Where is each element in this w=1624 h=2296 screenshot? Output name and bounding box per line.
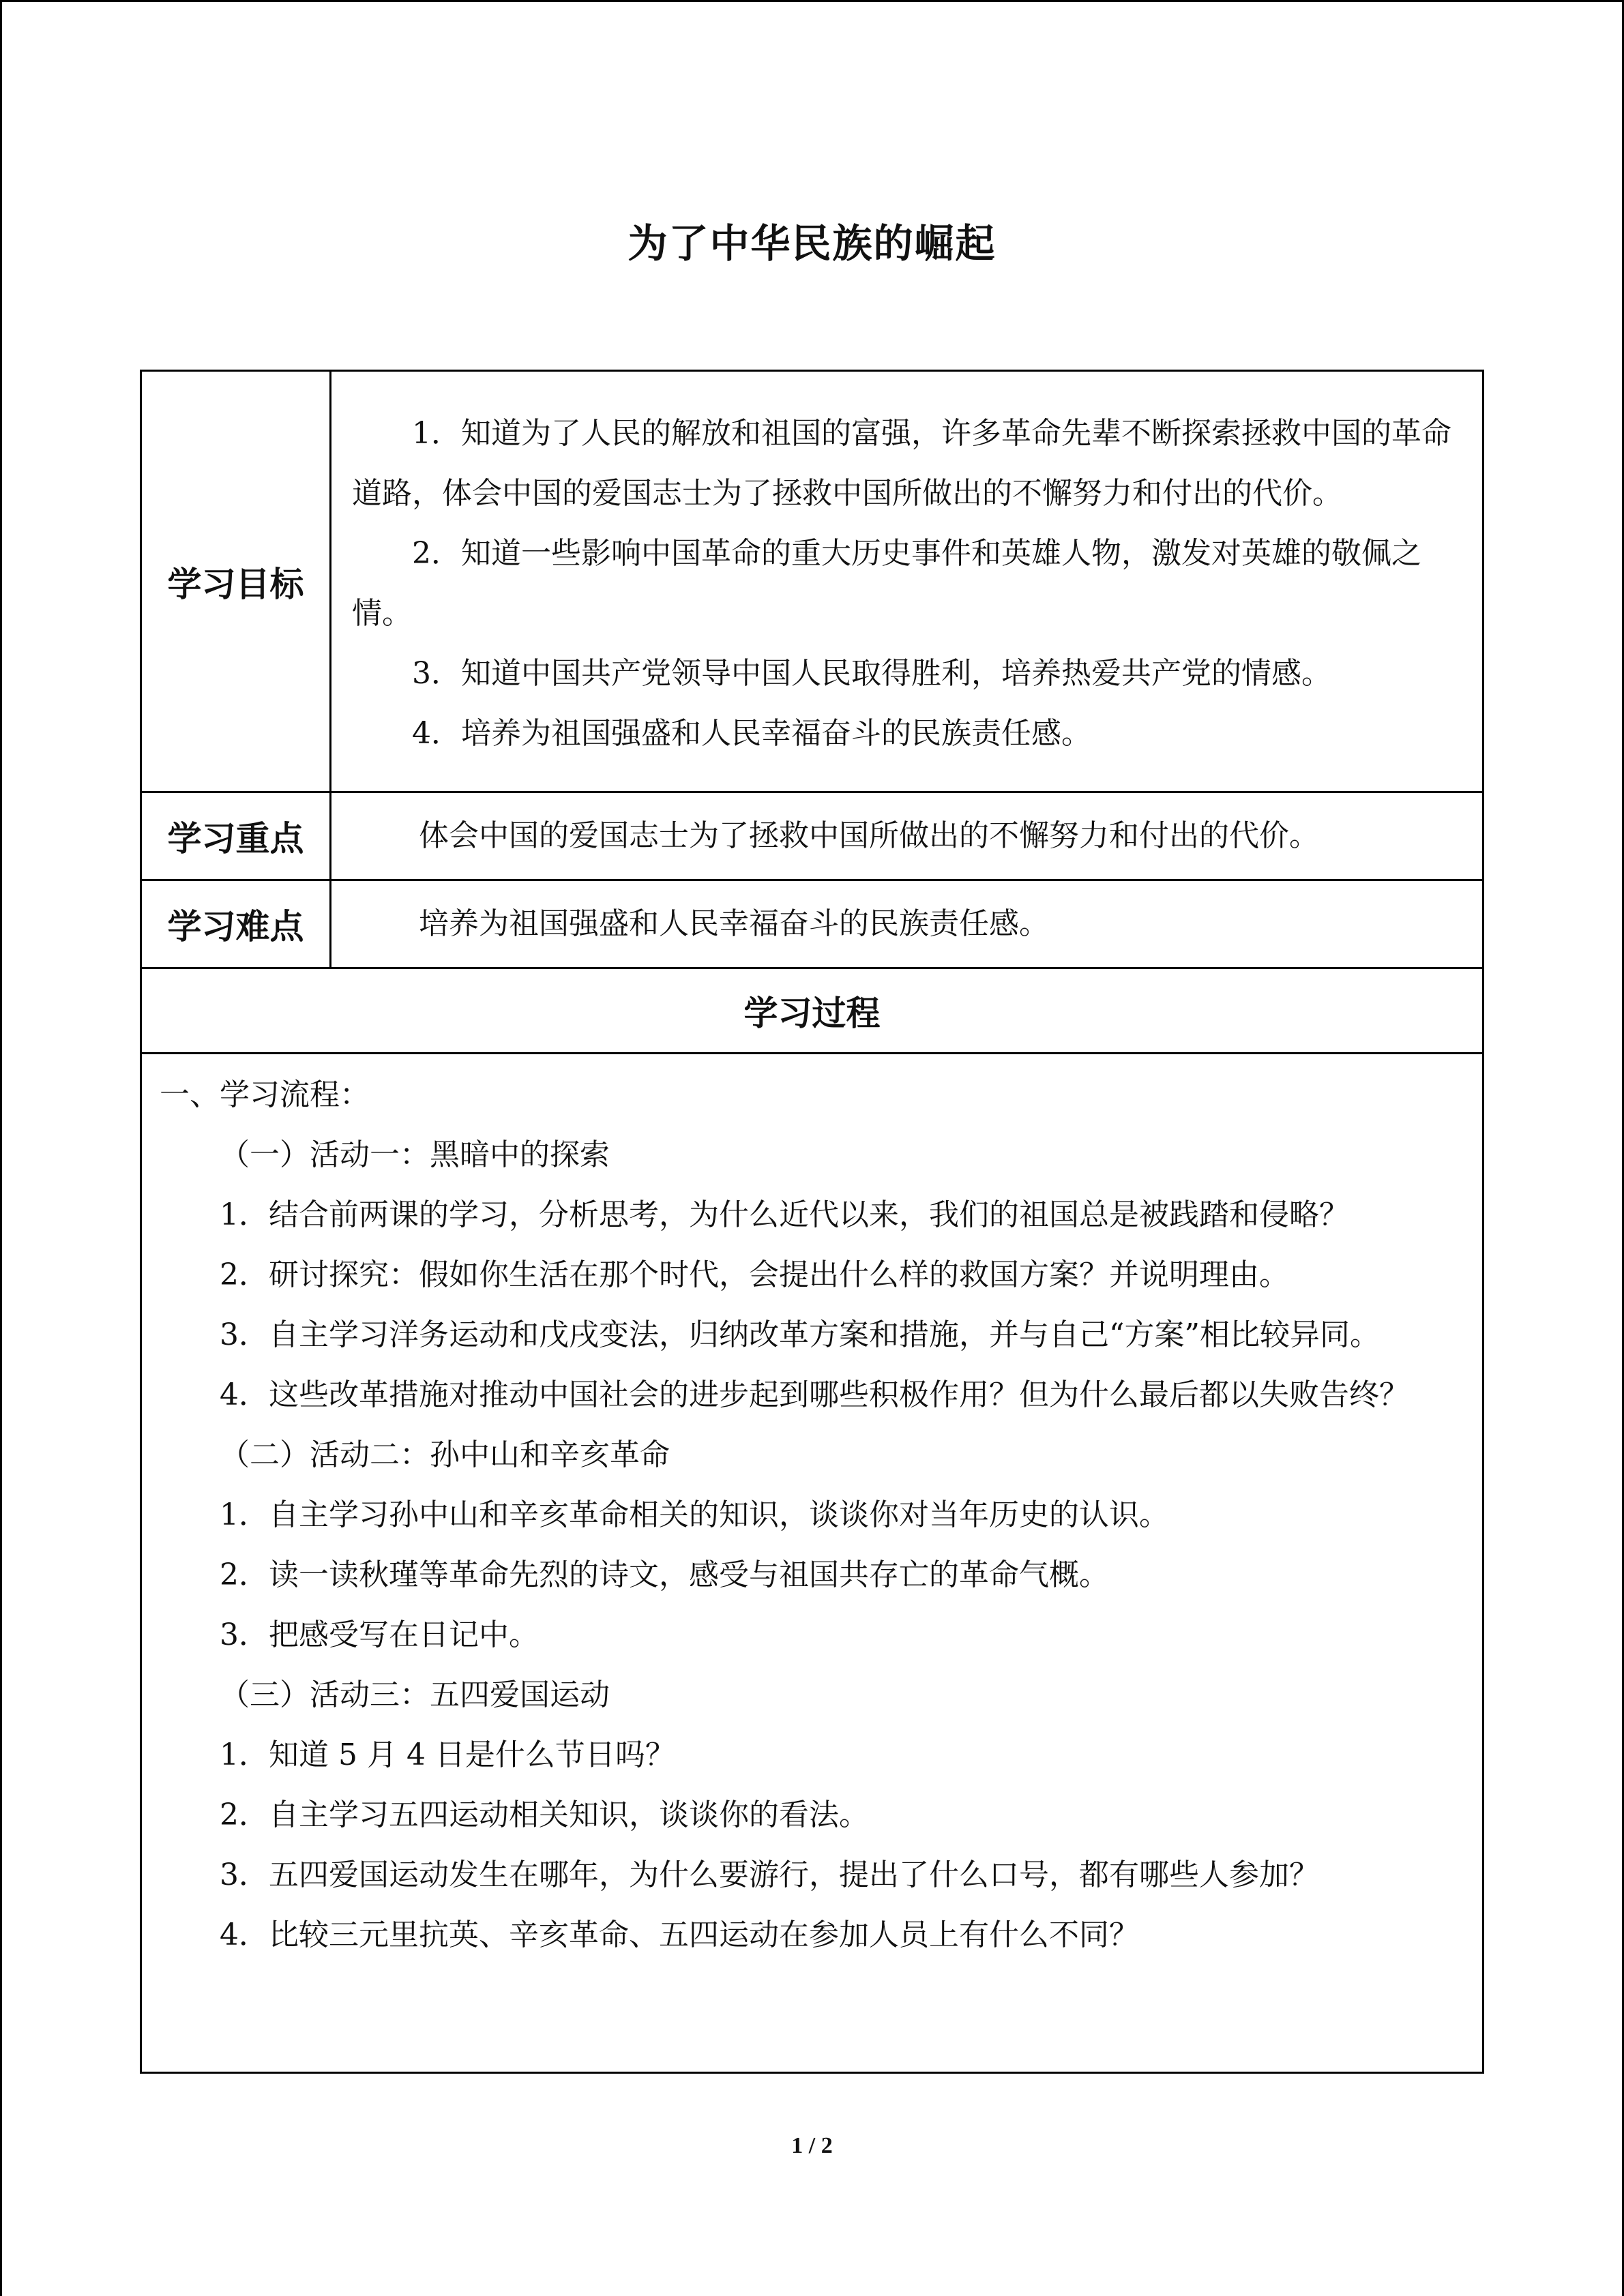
objectives-label: 学习目标 <box>141 371 331 792</box>
objective-item: 2．知道一些影响中国革命的重大历史事件和英雄人物，激发对英雄的敬佩之情。 <box>352 535 1421 631</box>
process-body-row <box>141 1054 1483 2073</box>
objective-item: 4．培养为祖国强盛和人民幸福奋斗的民族责任感。 <box>412 715 1091 751</box>
key-point-content <box>331 792 1483 880</box>
objective-item: 1．知道为了人民的解放和祖国的富强，许多革命先辈不断探索拯救中国的革命道路，体会中国的爱国志士为了拯救中国所做出的不懈努力和付出的代价。 <box>352 415 1451 511</box>
difficulty-text: 培养为祖国强盛和人民幸福奋斗的民族责任感。 <box>419 906 1049 941</box>
section-title: 一、学习流程： <box>160 1077 370 1112</box>
difficulty-label: 学习难点 <box>141 880 331 968</box>
activity-item: 2．研讨探究：假如你生活在那个时代，会提出什么样的救国方案？并说明理由。 <box>220 1257 1289 1292</box>
page-number: 1 / 2 <box>791 2133 833 2158</box>
activity-item: 4．这些改革措施对推动中国社会的进步起到哪些积极作用？但为什么最后都以失败告终？ <box>220 1377 1409 1412</box>
activity-item: 1．知道 5 月 4 日是什么节日吗？ <box>220 1738 675 1772</box>
process-body <box>141 1054 1483 2073</box>
objectives-content <box>331 371 1483 792</box>
activity-item: 1．结合前两课的学习，分析思考，为什么近代以来，我们的祖国总是被践踏和侵略？ <box>220 1197 1349 1232</box>
activity-item: 3．把感受写在日记中。 <box>220 1617 539 1652</box>
key-point-text: 体会中国的爱国志士为了拯救中国所做出的不懈努力和付出的代价。 <box>419 818 1319 853</box>
activity-item: 3．五四爱国运动发生在哪年，为什么要游行，提出了什么口号，都有哪些人参加？ <box>220 1858 1319 1892</box>
activity-title: （三）活动三：五四爱国运动 <box>220 1678 610 1712</box>
activity-item: 2．自主学习五四运动相关知识，谈谈你的看法。 <box>220 1798 869 1832</box>
key-point-row <box>141 792 1483 880</box>
lesson-plan-table <box>140 370 1484 2074</box>
page-border-left <box>0 0 2 2296</box>
activity-item: 2．读一读秋瑾等革命先烈的诗文，感受与祖国共存亡的革命气概。 <box>220 1557 1109 1592</box>
key-point-label: 学习重点 <box>141 792 331 880</box>
activity-title: （二）活动二：孙中山和辛亥革命 <box>220 1437 670 1472</box>
difficulty-content <box>331 880 1483 968</box>
process-header-row <box>141 968 1483 1054</box>
page-border-top <box>0 0 1624 2</box>
activity-title: （一）活动一：黑暗中的探索 <box>220 1137 610 1172</box>
activity-item: 3．自主学习洋务运动和戊戌变法，归纳改革方案和措施，并与自己“方案”相比较异同。 <box>220 1317 1380 1352</box>
page-title: 为了中华民族的崛起 <box>628 220 996 267</box>
activity-item: 1．自主学习孙中山和辛亥革命相关的知识，谈谈你对当年历史的认识。 <box>220 1497 1169 1532</box>
difficulty-row <box>141 880 1483 968</box>
objective-item: 3．知道中国共产党领导中国人民取得胜利，培养热爱共产党的情感。 <box>412 655 1331 691</box>
process-header: 学习过程 <box>141 968 1483 1054</box>
activity-item: 4．比较三元里抗英、辛亥革命、五四运动在参加人员上有什么不同？ <box>220 1918 1139 1952</box>
objectives-row <box>141 371 1483 792</box>
